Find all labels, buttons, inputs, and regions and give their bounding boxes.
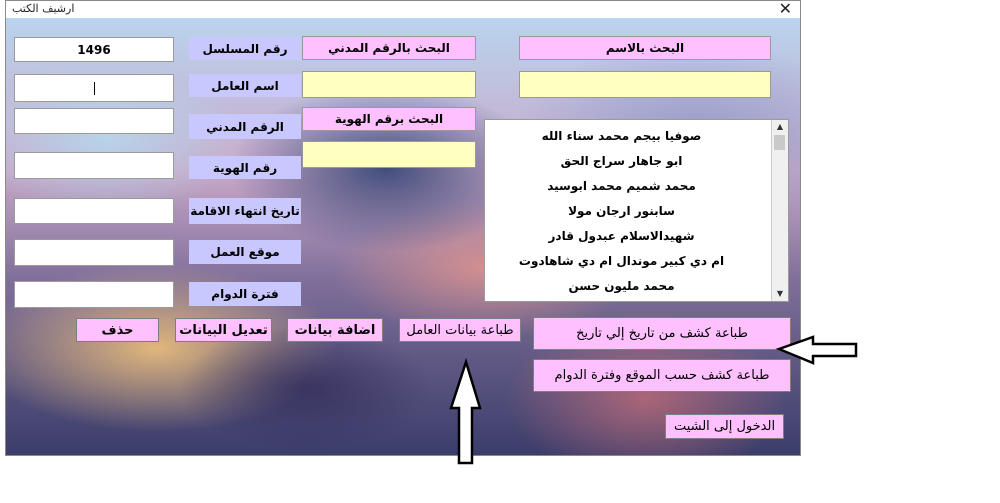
civil-id-label: الرقم المدني — [189, 114, 301, 139]
delete-button[interactable]: حذف — [76, 318, 159, 342]
print-date-range-button[interactable]: طباعة كشف من تاريخ إلي تاريخ — [533, 317, 791, 350]
search-by-id-number-button[interactable]: البحث برقم الهوية — [302, 107, 476, 131]
edit-data-button[interactable]: تعديل البيانات — [175, 318, 272, 342]
list-item[interactable]: ام دي كبير موندال ام دي شاهادوت — [518, 253, 725, 268]
go-to-sheet-button[interactable]: الدخول إلى الشيت — [665, 414, 784, 439]
scroll-up-arrow-icon[interactable]: ▲ — [776, 122, 784, 131]
list-item[interactable]: شهيدالاسلام عبدول قادر — [548, 228, 695, 243]
serial-label: رقم المسلسل — [189, 37, 301, 60]
serial-value: 1496 — [77, 42, 111, 57]
up-arrow-annotation-icon — [451, 362, 480, 463]
list-item[interactable]: سابنور ارجان مولا — [568, 203, 675, 218]
scroll-down-arrow-icon[interactable]: ▼ — [776, 289, 784, 298]
list-item[interactable]: محمد مليون حسن — [568, 278, 675, 293]
id-number-label: رقم الهوية — [189, 156, 301, 179]
worker-name-label: اسم العامل — [189, 74, 301, 97]
shift-label: فترة الدوام — [189, 282, 301, 306]
residence-expiry-label: تاريخ انتهاء الاقامة — [189, 198, 301, 224]
search-by-name-button[interactable]: البحث بالاسم — [519, 36, 771, 60]
add-data-button[interactable]: اضافة بيانات — [287, 318, 383, 342]
print-site-shift-button[interactable]: طباعة كشف حسب الموقع وفترة الدوام — [533, 359, 791, 392]
list-item[interactable]: محمد شميم محمد ابوسيد — [547, 178, 696, 193]
print-worker-data-button[interactable]: طباعة بيانات العامل — [399, 318, 521, 342]
work-site-label: موقع العمل — [189, 240, 301, 264]
window-title: ارشيف الكتب — [12, 2, 75, 15]
left-arrow-annotation-icon — [779, 337, 856, 363]
list-item[interactable]: ابو جاهار سراج الحق — [560, 153, 683, 168]
search-by-civil-id-button[interactable]: البحث بالرقم المدني — [302, 36, 476, 60]
list-item[interactable]: صوفيا بيجم محمد سناء الله — [541, 128, 702, 143]
close-icon[interactable]: ✕ — [778, 0, 792, 18]
